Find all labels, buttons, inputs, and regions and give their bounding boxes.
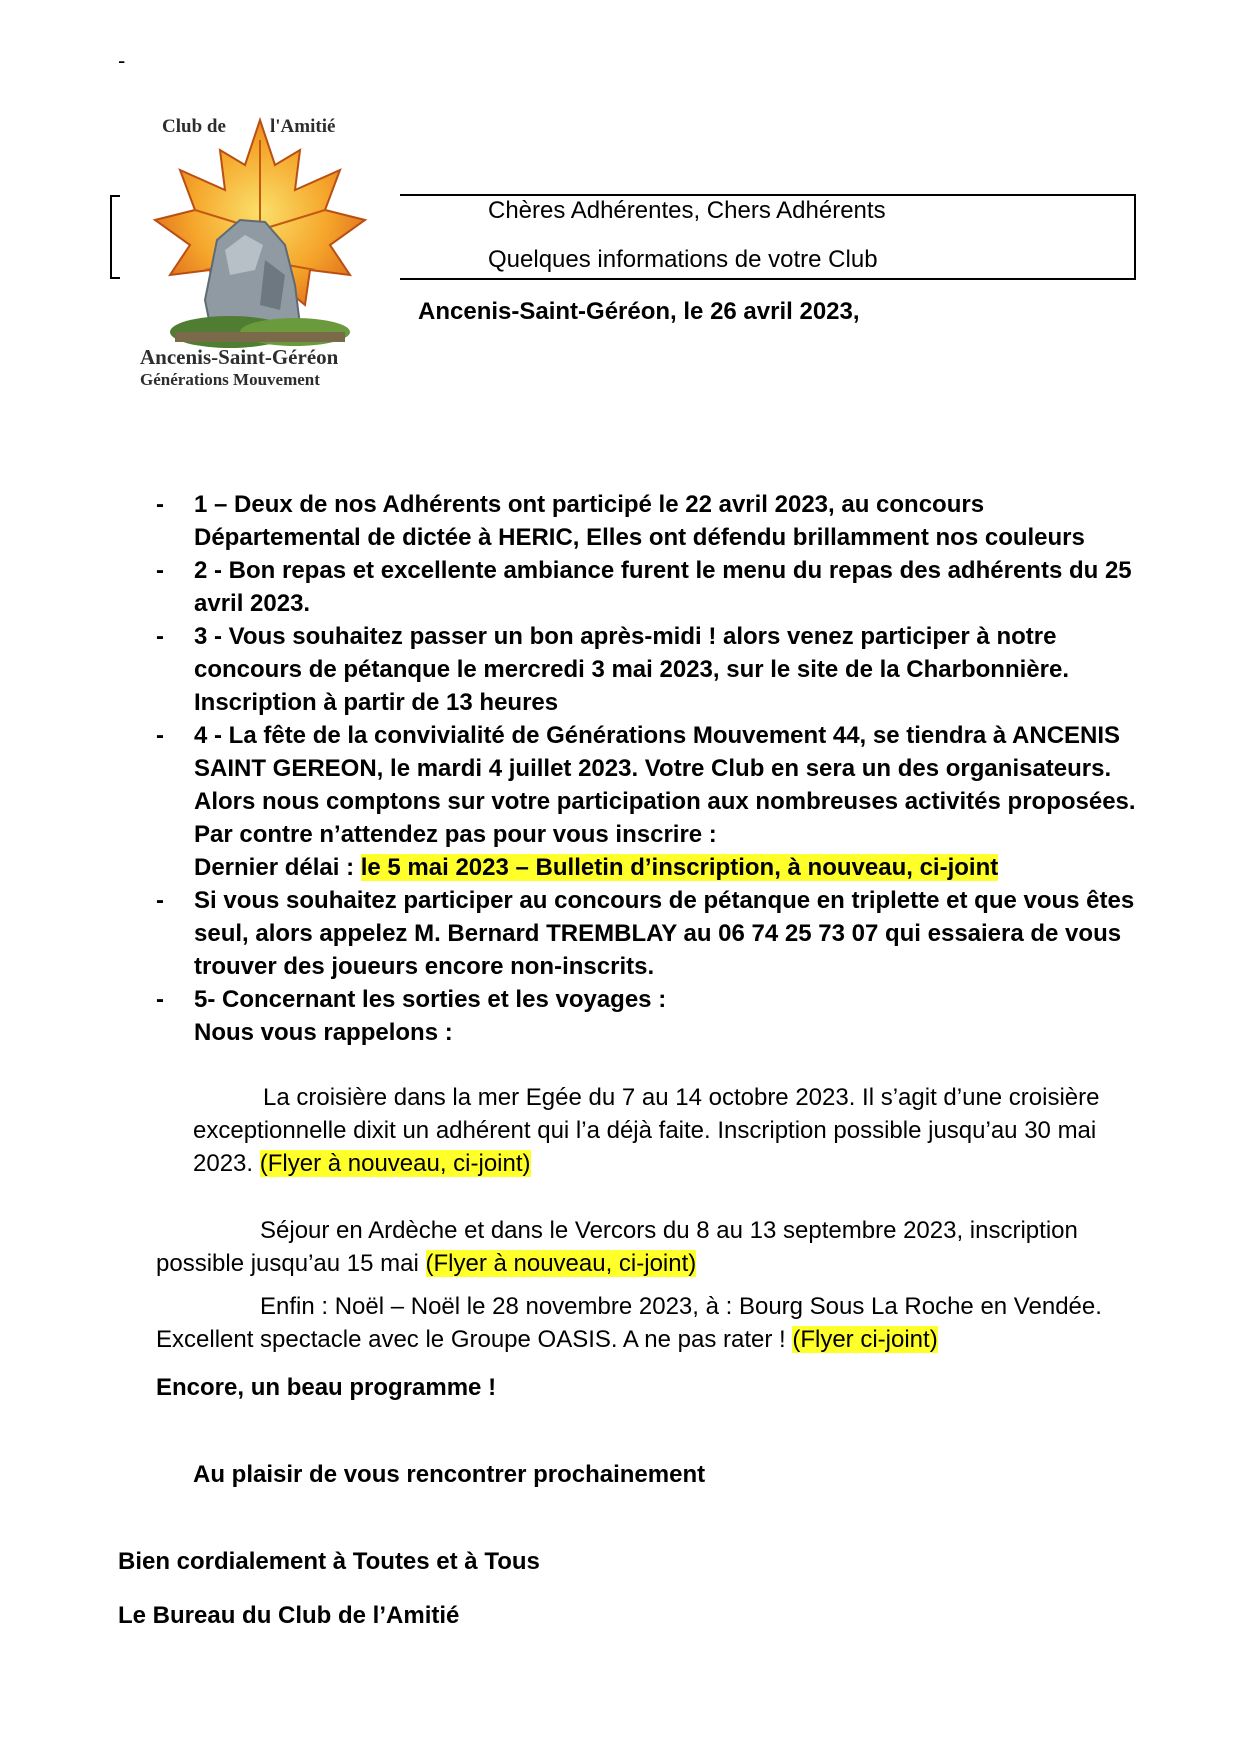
trip-ardeche xyxy=(156,1214,1116,1280)
dateline: Ancenis-Saint-Géréon, le 26 avril 2023, xyxy=(418,298,860,325)
signature: Le Bureau du Club de l’Amitié xyxy=(118,1602,460,1629)
list-item xyxy=(150,983,1140,1049)
trip-cruise xyxy=(193,1081,1113,1180)
item-text-line2: Nous vous rappelons : xyxy=(194,1019,453,1046)
flyer-note: (Flyer ci-joint) xyxy=(792,1326,938,1353)
trip-text: La croisière dans la mer Egée du 7 au 14 octobre 2023. Il s’agit d’une croisière exceptionnelle dixit un adhérent qui l’a déjà faite. Inscription possible jusqu’au 30 mai 2023. xyxy=(193,1084,1100,1177)
item-text: 2 - Bon repas et excellente ambiance furent le menu du repas des adhérents du 25 avril 2023. xyxy=(194,557,1132,617)
closing-plaisir: Au plaisir de vous rencontrer prochainement xyxy=(193,1461,706,1488)
logo-text-amitie: l'Amitié xyxy=(270,116,336,137)
trip-noel xyxy=(156,1290,1116,1356)
logo-text-club: Club de xyxy=(162,116,226,137)
list-item xyxy=(150,884,1140,983)
trip-text: Séjour en Ardèche et dans le Vercors du 8 au 13 septembre 2023, inscription possible jusqu’au 15 mai xyxy=(156,1217,1078,1277)
item-text: 4 - La fête de la convivialité de Générations Mouvement 44, se tiendra à ANCENIS SAINT GEREON, le mardi 4 juillet 2023. Votre Club en sera un des organisateurs. Alors nous comptons sur votre participation aux nombreuses activités proposées. Par contre n’attendez pas pour vous inscrire : xyxy=(194,722,1136,848)
greeting: Chères Adhérentes, Chers Adhérents xyxy=(488,197,886,224)
top-dash: - xyxy=(118,48,126,73)
bullet: - xyxy=(156,623,164,650)
closing-regards: Bien cordialement à Toutes et à Tous xyxy=(118,1548,540,1575)
subject: Quelques informations de votre Club xyxy=(488,246,878,273)
closing-encore: Encore, un beau programme ! xyxy=(156,1374,497,1401)
bullet: - xyxy=(156,986,164,1013)
list-item xyxy=(150,554,1140,620)
bullet: - xyxy=(156,887,164,914)
deadline-label: Dernier délai : xyxy=(194,854,355,881)
news-list xyxy=(150,488,1140,1049)
flyer-note: (Flyer à nouveau, ci-joint) xyxy=(259,1150,531,1177)
logo-city: Ancenis-Saint-Géréon xyxy=(140,345,339,369)
item-text: 3 - Vous souhaitez passer un bon après-midi ! alors venez participer à notre concours de pétanque le mercredi 3 mai 2023, sur le site de la Charbonnière. Inscription à partir de 13 heures xyxy=(194,623,1069,716)
list-item xyxy=(150,620,1140,719)
flyer-note: (Flyer à nouveau, ci-joint) xyxy=(425,1250,697,1277)
bullet: - xyxy=(156,557,164,584)
bullet: - xyxy=(156,722,164,749)
list-item xyxy=(150,488,1140,554)
item-text: Si vous souhaitez participer au concours de pétanque en triplette et que vous êtes seul, alors appelez M. Bernard TREMBLAY au 06 74 25 73 07 qui essaiera de vous trouver des joueurs encore non-inscrits. xyxy=(194,887,1135,980)
bullet: - xyxy=(156,491,164,518)
deadline-highlight: le 5 mai 2023 – Bulletin d’inscription, à nouveau, ci-joint xyxy=(360,854,999,881)
item-text: 5- Concernant les sorties et les voyages : xyxy=(194,986,667,1013)
list-item xyxy=(150,719,1140,884)
logo-subtitle: Générations Mouvement xyxy=(140,370,320,389)
left-bracket xyxy=(110,195,120,279)
trip-text: Enfin : Noël – Noël le 28 novembre 2023, à : Bourg Sous La Roche en Vendée. Excellent spectacle avec le Groupe OASIS. A ne pas rater ! xyxy=(156,1293,1102,1353)
item-text: 1 – Deux de nos Adhérents ont participé le 22 avril 2023, au concours Départemental de dictée à HERIC, Elles ont défendu brillamment nos couleurs xyxy=(194,491,1085,551)
